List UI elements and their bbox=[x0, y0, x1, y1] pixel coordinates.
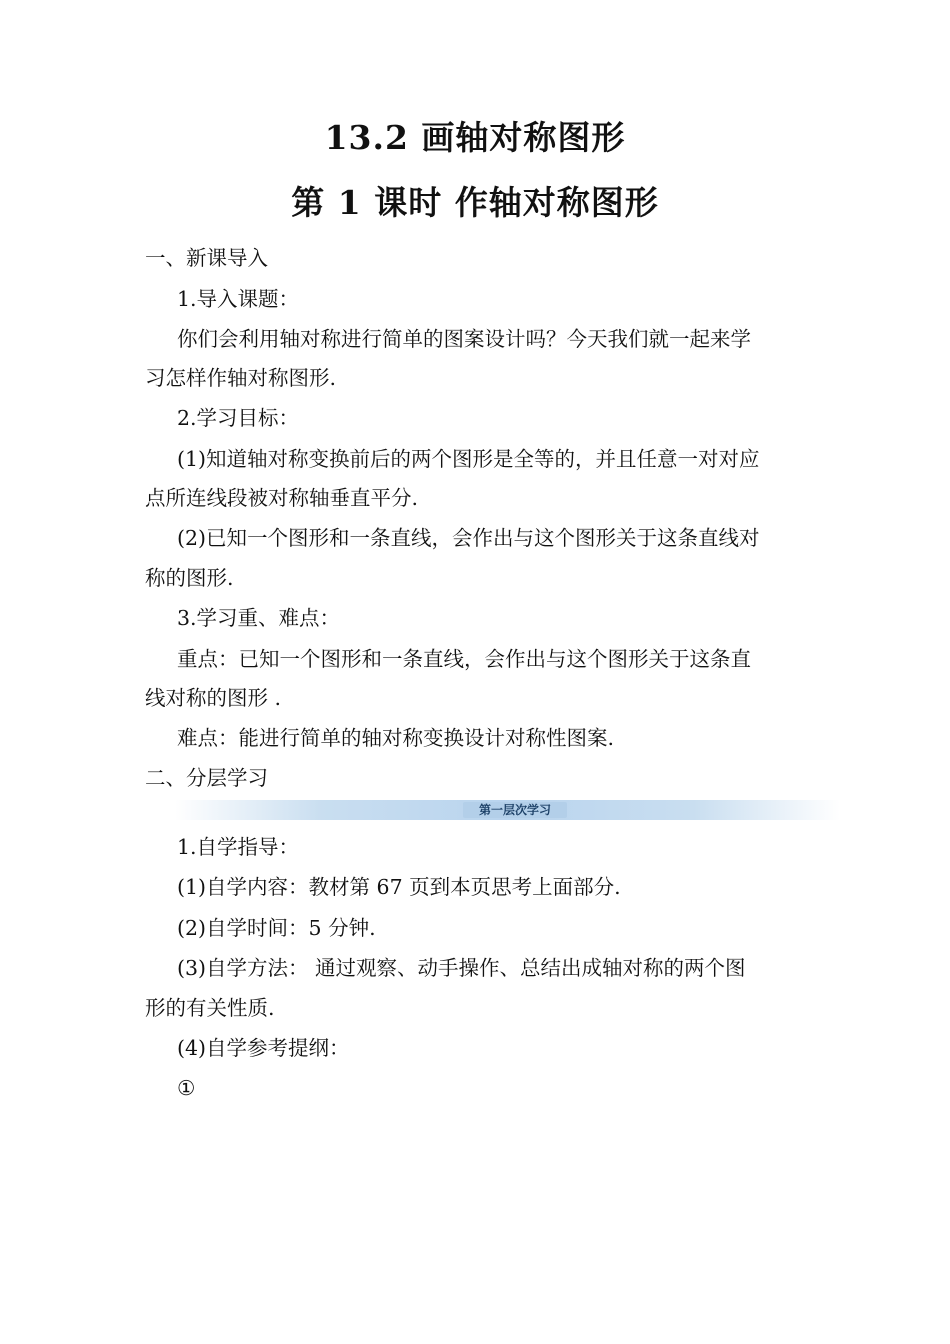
study-content: (1)自学内容：教材第 67 页到本页思考上面部分. bbox=[177, 875, 621, 899]
goal2-line2: 称的图形. bbox=[145, 566, 234, 590]
layer-banner bbox=[175, 800, 840, 820]
study-method-line2: 形的有关性质. bbox=[145, 996, 275, 1020]
layer-banner-label: 第一层次学习 bbox=[463, 802, 567, 818]
page-title: 13.2 画轴对称图形 bbox=[324, 118, 626, 157]
outline-label: (4)自学参考提纲： bbox=[177, 1036, 350, 1060]
outline-item-1: ① bbox=[177, 1076, 196, 1100]
key-point-line2: 线对称的图形 . bbox=[145, 686, 282, 710]
intro-text-line2: 习怎样作轴对称图形. bbox=[145, 366, 337, 390]
goal-label: 2.学习目标： bbox=[177, 406, 300, 430]
difficulty-text: 难点：能进行简单的轴对称变换设计对称性图案. bbox=[177, 726, 615, 750]
intro-text-line1: 你们会利用轴对称进行简单的图案设计吗？今天我们就一起来学 bbox=[177, 327, 751, 351]
goal2-line1: (2)已知一个图形和一条直线，会作出与这个图形关于这条直线对 bbox=[177, 526, 760, 550]
study-time: (2)自学时间：5 分钟. bbox=[177, 916, 376, 940]
key-point-line1: 重点：已知一个图形和一条直线，会作出与这个图形关于这条直 bbox=[177, 647, 751, 671]
key-points-label: 3.学习重、难点： bbox=[177, 606, 341, 630]
guide-label: 1.自学指导： bbox=[177, 835, 300, 859]
lesson-subtitle: 第 1 课时 作轴对称图形 bbox=[291, 183, 659, 222]
intro-label: 1.导入课题： bbox=[177, 287, 300, 311]
section-heading-intro: 一、新课导入 bbox=[145, 246, 268, 270]
study-method-line1: (3)自学方法： 通过观察、动手操作、总结出成轴对称的两个图 bbox=[177, 956, 746, 980]
section-heading-layered: 二、分层学习 bbox=[145, 766, 268, 790]
goal1-line2: 点所连线段被对称轴垂直平分. bbox=[145, 486, 419, 510]
goal1-line1: (1)知道轴对称变换前后的两个图形是全等的，并且任意一对对应 bbox=[177, 447, 760, 471]
